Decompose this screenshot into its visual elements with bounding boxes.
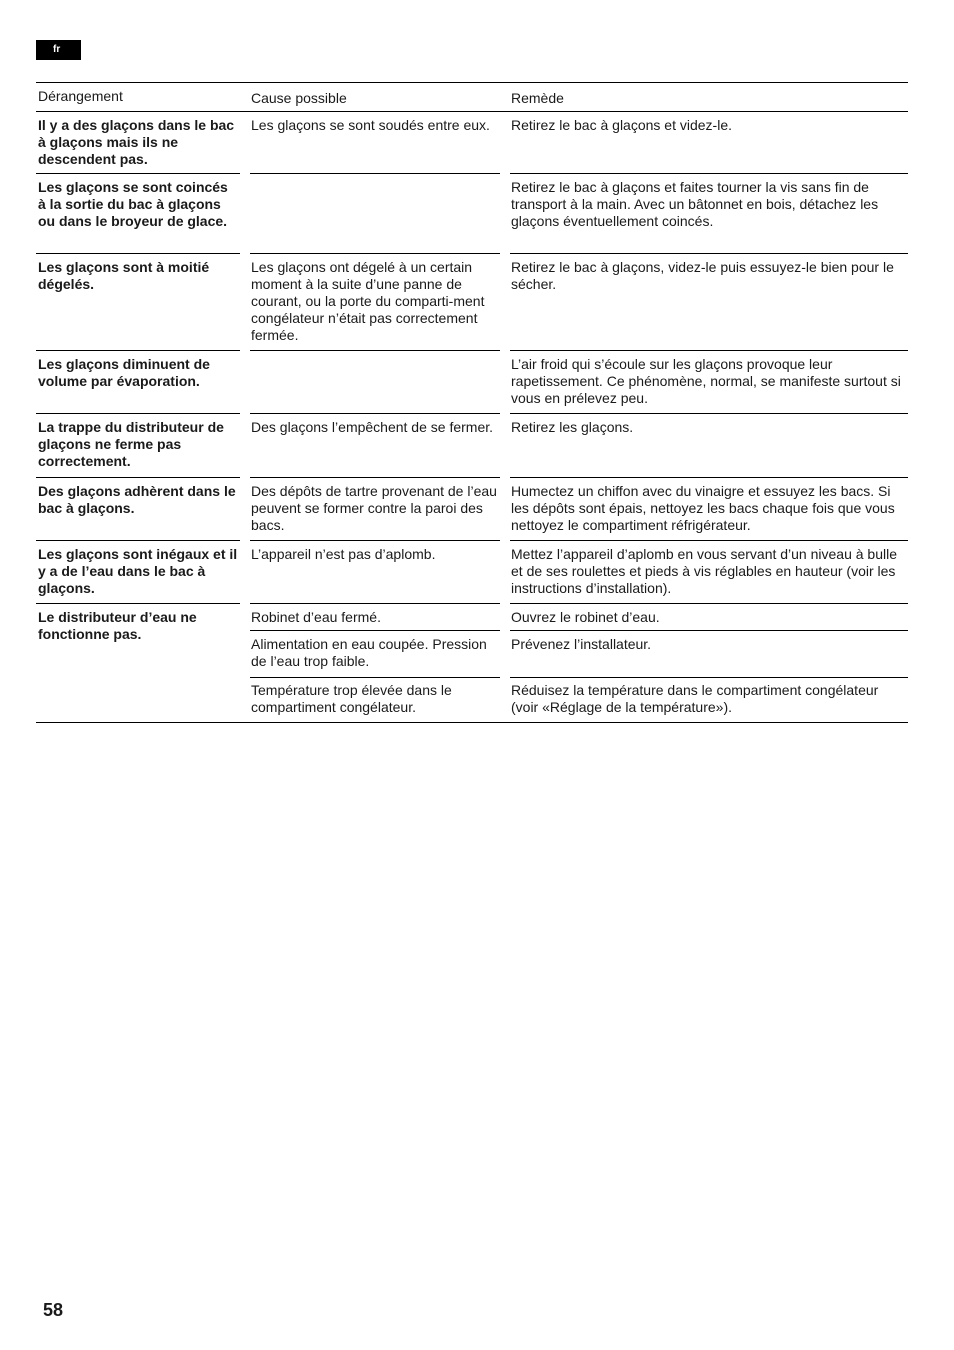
remedy-cell: Retirez le bac à glaçons, videz-le puis essuyez-le bien pour le sécher. (511, 259, 894, 292)
remedy-cell: Mettez l’appareil d’aplomb en vous servant d’un niveau à bulle et de ses roulettes et pieds à vis réglables en hauteur (voir les instructions d’installation). (511, 546, 898, 596)
remedy-cell: Humectez un chiffon avec du vinaigre et essuyez les bacs. Si les dépôts sont épais, nettoyez les bacs chaque fois que vous nettoyez le compartiment réfrigérateur. (511, 483, 895, 533)
header-remedy: Remède (511, 90, 564, 106)
table-row (36, 478, 908, 541)
language-tag: fr (36, 40, 81, 60)
troubleshooting-table (36, 82, 908, 723)
table-row (36, 604, 908, 723)
problem-cell: Les glaçons diminuent de volume par évaporation. (38, 356, 210, 389)
cause-cell (250, 179, 500, 230)
table-row (36, 414, 908, 478)
cause-cell: Température trop élevée dans le compartiment congélateur. (251, 682, 452, 715)
remedy-cell: Prévenez l’installateur. (511, 636, 652, 652)
cause-cell: Alimentation en eau coupée. Pression de l’eau trop faible. (251, 636, 487, 669)
cause-cell: Les glaçons se sont soudés entre eux. (251, 117, 490, 133)
cause-cell: Robinet d’eau fermé. (251, 609, 381, 625)
problem-cell: Des glaçons adhèrent dans le bac à glaçons. (38, 483, 236, 516)
problem-cell: Le distributeur d’eau ne fonctionne pas. (38, 609, 197, 642)
remedy-cell: L’air froid qui s’écoule sur les glaçons provoque leur rapetissement. Ce phénomène, normal, se manifeste surtout si vous en prélevez peu. (511, 356, 901, 406)
problem-cell: Les glaçons se sont coincés à la sortie du bac à glaçons ou dans le broyeur de glace. (38, 179, 228, 229)
remedy-cell: Retirez le bac à glaçons et videz-le. (511, 117, 732, 133)
problem-cell: Les glaçons sont à moitié dégelés. (38, 259, 210, 292)
remedy-cell: Retirez le bac à glaçons et faites tourner la vis sans fin de transport à la main. Avec un bâtonnet en bois, détachez les glaçons éventuellement coincés. (511, 179, 879, 229)
cause-cell: Des dépôts de tartre provenant de l’eau peuvent se former contre la paroi des bacs. (251, 483, 497, 533)
table-row (36, 112, 908, 174)
table-row (36, 254, 908, 351)
cause-cell: L’appareil n’est pas d’aplomb. (251, 546, 436, 562)
problem-cell: Il y a des glaçons dans le bac à glaçons mais ils ne descendent pas. (38, 117, 235, 167)
cause-cell: Des glaçons l’empêchent de se fermer. (251, 419, 494, 435)
remedy-cell: Ouvrez le robinet d’eau. (511, 609, 660, 625)
table-row (36, 174, 908, 254)
problem-cell: Les glaçons sont inégaux et il y a de l’eau dans le bac à glaçons. (38, 546, 238, 596)
table-row (36, 351, 908, 414)
problem-cell: La trappe du distributeur de glaçons ne ferme pas correctement. (38, 419, 224, 469)
cause-cell (250, 356, 500, 407)
remedy-cell: Retirez les glaçons. (511, 419, 634, 435)
table-header-row (36, 83, 908, 112)
table-row (36, 541, 908, 604)
header-cause: Cause possible (251, 90, 347, 106)
header-problem: Dérangement (38, 88, 123, 104)
remedy-cell: Réduisez la température dans le compartiment congélateur (voir «Réglage de la température»). (511, 682, 879, 715)
page-number: 58 (43, 1300, 64, 1320)
cause-cell: Les glaçons ont dégelé à un certain moment à la suite d’une panne de courant, ou la porte du comparti-ment congélateur n’était pas correctement fermée. (251, 259, 485, 343)
